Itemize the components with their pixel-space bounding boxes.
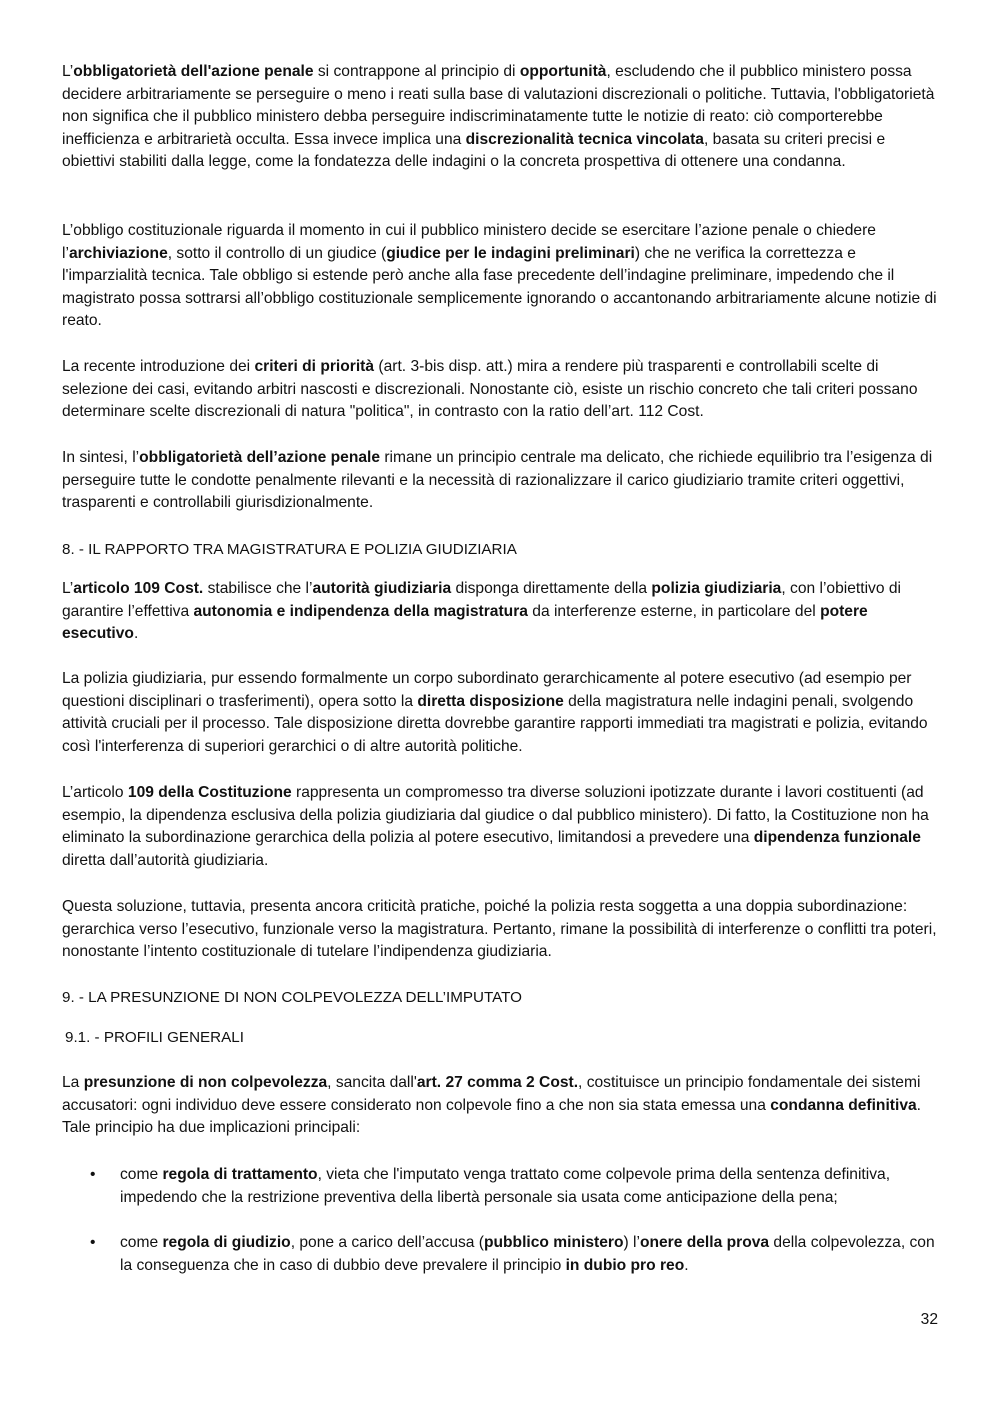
subsection-heading-9-1: 9.1. - PROFILI GENERALI	[65, 1029, 244, 1046]
list-item-regola-giudizio: come regola di giudizio, pone a carico dell’accusa (pubblico ministero) l’onere della prova della colpevolezza, con la conseguenza che in caso di dubbio deve prevalere il principio in dubio pro reo.	[120, 1234, 935, 1274]
bullet-marker: •	[90, 1234, 96, 1251]
paragraph-obbligo-costituzionale: L’obbligo costituzionale riguarda il momento in cui il pubblico ministero decide se esercitare l’azione penale o chiedere l’archiviazione, sotto il controllo di un giudice (giudice per le indagini preliminari) che ne verifica la correttezza e l'imparzialità tecnica. Tale obbligo si estende però anche alla fase precedente dell’indagine preliminare, impedendo che il magistrato possa sottrarsi all’obbligo costituzionale semplicemente ignorando o accantonando arbitrariamente alcune notizie di reato.	[62, 222, 937, 330]
page-number: 32	[920, 1311, 938, 1328]
section-heading-9: 9. - LA PRESUNZIONE DI NON COLPEVOLEZZA DELL’IMPUTATO	[62, 989, 522, 1006]
paragraph-criteri-priorita: La recente introduzione dei criteri di priorità (art. 3-bis disp. att.) mira a rendere più trasparenti e controllabili scelte di selezione dei casi, evitando arbitri nascosti e discrezionali. Nonostante ciò, esiste un rischio concreto che tali criteri possano determinare scelte discrezionali di natura "politica", in contrasto con la ratio dell’art. 112 Cost.	[62, 358, 918, 421]
paragraph-obbligatorieta: L’obbligatorietà dell'azione penale si contrappone al principio di opportunità, escludendo che il pubblico ministero possa decidere arbitrariamente se perseguire o meno i reati sulla base di valutazioni discrezionali o politiche. Tuttavia, l'obbligatorietà non significa che il pubblico ministero debba perseguire indiscriminatamente tutte le notizie di reato: ciò comporterebbe inefficienza e arbitrarietà occulta. Essa invece implica una discrezionalità tecnica vincolata, basata su criteri precisi e obiettivi stabiliti dalla legge, come la fondatezza delle indagini o la concreta prospettiva di ottenere una condanna.	[62, 63, 935, 171]
paragraph-criticita: Questa soluzione, tuttavia, presenta ancora criticità pratiche, poiché la polizia resta soggetta a una doppia subordinazione: gerarchica verso l’esecutivo, funzionale verso la magistratura. Pertanto, rimane la possibilità di interferenze o conflitti tra poteri, nonostante l’intento costituzionale di tutelare l’indipendenza giudiziaria.	[62, 898, 937, 961]
section-heading-8: 8. - IL RAPPORTO TRA MAGISTRATURA E POLIZIA GIUDIZIARIA	[62, 541, 517, 558]
list-item-regola-trattamento: come regola di trattamento, vieta che l'imputato venga trattato come colpevole prima della sentenza definitiva, impedendo che la restrizione preventiva della libertà personale sia usata come anticipazione della pena;	[120, 1166, 891, 1206]
paragraph-sintesi: In sintesi, l’obbligatorietà dell’azione penale rimane un principio centrale ma delicato, che richiede equilibrio tra l’esigenza di perseguire tutte le condotte penalmente rilevanti e la necessità di razionalizzare il carico giudiziario tramite criteri oggettivi, trasparenti e controllabili giurisdizionalmente.	[62, 449, 933, 512]
paragraph-polizia-giudiziaria: La polizia giudiziaria, pur essendo formalmente un corpo subordinato gerarchicamente al potere esecutivo (ad esempio per questioni disciplinari o trasferimenti), opera sotto la diretta disposizione della magistratura nelle indagini penali, svolgendo attività cruciali per il processo. Tale disposizione diretta dovrebbe garantire rapporti immediati tra magistrati e polizia, evitando così l'interferenza di superiori gerarchici o di altre autorità politiche.	[62, 670, 928, 755]
paragraph-compromesso: L’articolo 109 della Costituzione rappresenta un compromesso tra diverse soluzioni ipotizzate durante i lavori costituenti (ad esempio, la dipendenza esclusiva della polizia giudiziaria dal giudice o dal pubblico ministero). Di fatto, la Costituzione non ha eliminato la subordinazione gerarchica della polizia al potere esecutivo, limitandosi a prevedere una dipendenza funzionale diretta dall’autorità giudiziaria.	[62, 784, 929, 869]
paragraph-articolo-109: L’articolo 109 Cost. stabilisce che l’autorità giudiziaria disponga direttamente della polizia giudiziaria, con l’obiettivo di garantire l’effettiva autonomia e indipendenza della magistratura da interferenze esterne, in particolare del potere esecutivo.	[62, 580, 901, 643]
bullet-marker: •	[90, 1166, 96, 1183]
paragraph-presunzione: La presunzione di non colpevolezza, sancita dall'art. 27 comma 2 Cost., costituisce un principio fondamentale dei sistemi accusatori: ogni individuo deve essere considerato non colpevole fino a che non sia stata emessa una condanna definitiva. Tale principio ha due implicazioni principali:	[62, 1074, 922, 1137]
